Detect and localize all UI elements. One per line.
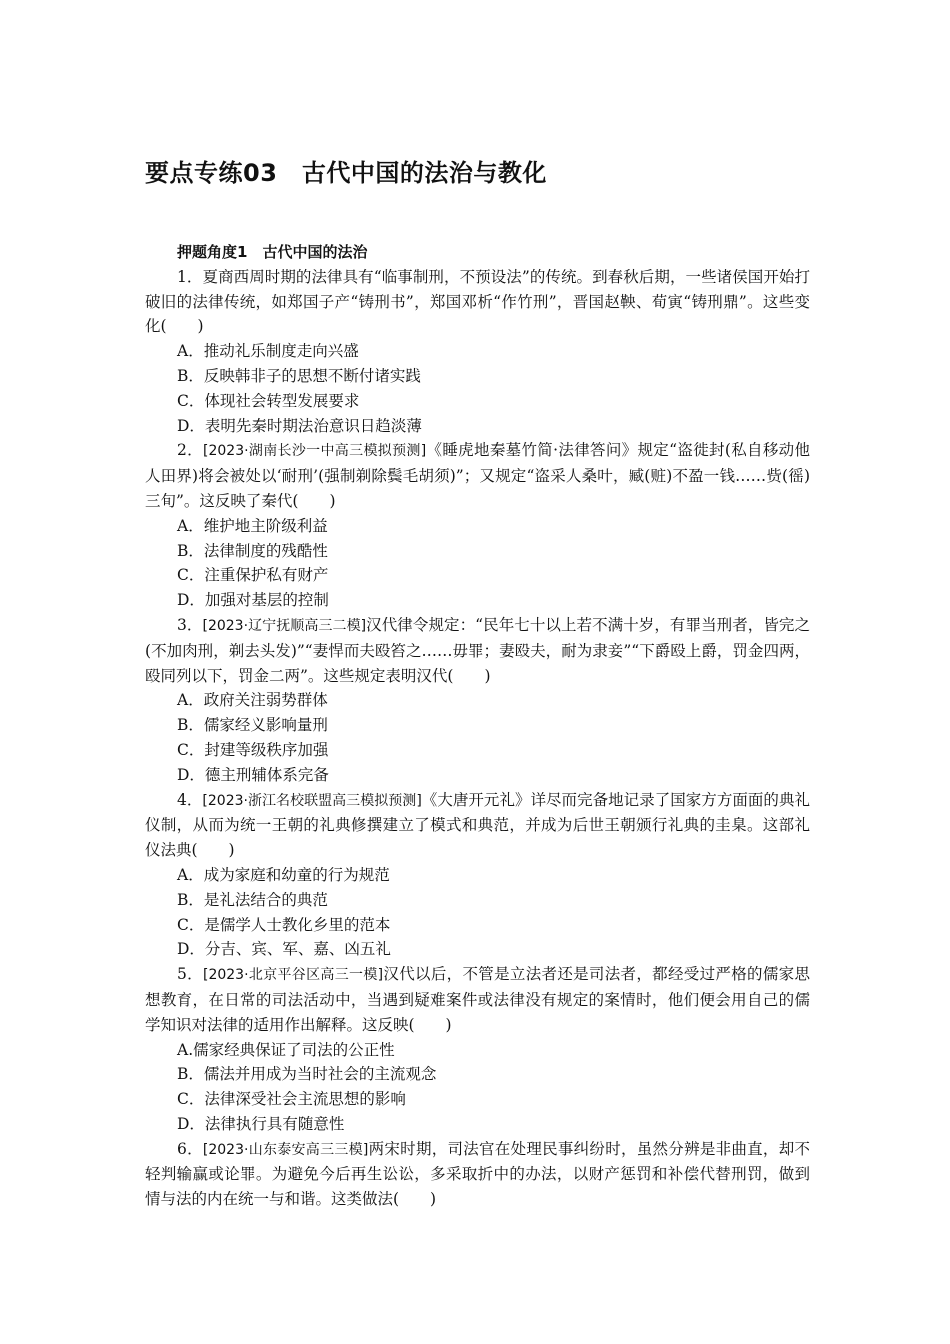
question-source: [2023·北京平谷区高三一模]: [202, 967, 384, 984]
option-a: A．成为家庭和幼童的行为规范: [177, 865, 390, 884]
option-c: C．法律深受社会主流思想的影响: [177, 1090, 406, 1109]
option-a: A．维护地主阶级利益: [177, 516, 328, 535]
question-number: 5．: [177, 965, 203, 984]
question-stem: [145, 438, 810, 513]
option-a: A．政府关注弱势群体: [177, 691, 328, 710]
question-1: [145, 265, 810, 439]
question-text: 《大唐开元礼》详尽而完备地记录了国家方方面面的典礼仪制，从而为统一王朝的礼典修撰建立了模式和典范，并成为后世王朝颁行礼典的圭臬。这部礼仪法典( ): [145, 790, 810, 860]
question-2: [145, 438, 810, 613]
question-stem: [145, 788, 810, 863]
page-title: 要点专练03 古代中国的法治与教化: [145, 159, 547, 187]
option-d: D．表明先秦时期法治意识日趋淡薄: [177, 416, 422, 435]
option-c: C．注重保护私有财产: [177, 566, 329, 585]
option-d: D．德主刑辅体系完备: [177, 765, 329, 784]
question-stem: [145, 613, 810, 688]
question-5: [145, 962, 810, 1137]
option-a: A.儒家经典保证了司法的公正性: [177, 1040, 395, 1059]
option-a: A．推动礼乐制度走向兴盛: [177, 342, 359, 361]
option-b: B．法律制度的残酷性: [177, 541, 328, 560]
option-b: B．反映韩非子的思想不断付诸实践: [177, 366, 421, 385]
question-3: [145, 613, 810, 788]
question-text: 汉代律令规定：“民年七十以上若不满十岁，有罪当刑者，皆完之(不加肉刑，剃去头发)”“妻悍而夫殴笞之……毋罪；妻殴夫，耐为隶妾”“下爵殴上爵，罚金四两，殴同列以下，罚金二两”。这些规定表明汉代( ): [145, 615, 810, 685]
option-b: B．儒法并用成为当时社会的主流观念: [177, 1065, 437, 1084]
option-b: B．儒家经义影响量刑: [177, 716, 328, 735]
document-body: [145, 240, 810, 1212]
question-number: 4．: [177, 790, 203, 809]
question-number: 6．: [177, 1139, 203, 1158]
option-d: D．加强对基层的控制: [177, 591, 329, 610]
question-number: 1．: [177, 267, 203, 286]
question-source: [2023·湖南长沙一中高三模拟预测]: [203, 443, 427, 460]
question-number: 2．: [177, 441, 204, 460]
question-text: 汉代以后，不管是立法者还是司法者，都经受过严格的儒家思想教育，在日常的司法活动中，当遇到疑难案件或法律没有规定的案情时，他们便会用自己的儒学知识对法律的适用作出解释。这反映( ): [145, 965, 810, 1034]
option-c: C．是儒学人士教化乡里的范本: [177, 915, 391, 934]
section-heading: 押题角度1 古代中国的法治: [177, 243, 368, 261]
question-source: [2023·浙江名校联盟高三模拟预测]: [202, 792, 422, 809]
question-text: 夏商西周时期的法律具有“临事制刑，不预设法”的传统。到春秋后期，一些诸侯国开始打破旧的法律传统，如郑国子产“铸刑书”，郑国邓析“作竹刑”，晋国赵鞅、荀寅“铸刑鼎”。这些变化( ): [145, 267, 810, 336]
question-text: 两宋时期，司法官在处理民事纠纷时，虽然分辨是非曲直，却不轻判输赢或论罪。为避免今后再生讼讼，多采取折中的办法，以财产惩罚和补偿代替刑罚，做到情与法的内在统一与和谐。这类做法( ): [145, 1139, 810, 1209]
question-6: [145, 1137, 810, 1212]
option-c: C．体现社会转型发展要求: [177, 391, 360, 410]
question-text: 《睡虎地秦墓竹简·法律答问》规定“盗徙封(私自移动他人田界)将会被处以‘耐刑’(强制剃除鬓毛胡须)”；又规定“盗采人桑叶，臧(赃)不盈一钱……赀(徭)三旬”。这反映了秦代( ): [145, 441, 810, 510]
question-stem: [145, 265, 810, 339]
option-d: D．分吉、宾、军、嘉、凶五礼: [177, 940, 391, 959]
question-number: 3．: [177, 615, 203, 634]
question-stem: [145, 1137, 810, 1212]
option-d: D．法律执行具有随意性: [177, 1114, 345, 1133]
question-stem: [145, 962, 810, 1037]
option-b: B．是礼法结合的典范: [177, 890, 328, 909]
question-4: [145, 788, 810, 963]
question-source: [2023·山东泰安高三三模]: [202, 1141, 369, 1158]
option-c: C．封建等级秩序加强: [177, 740, 329, 759]
question-source: [2023·辽宁抚顺高三二模]: [202, 617, 367, 634]
